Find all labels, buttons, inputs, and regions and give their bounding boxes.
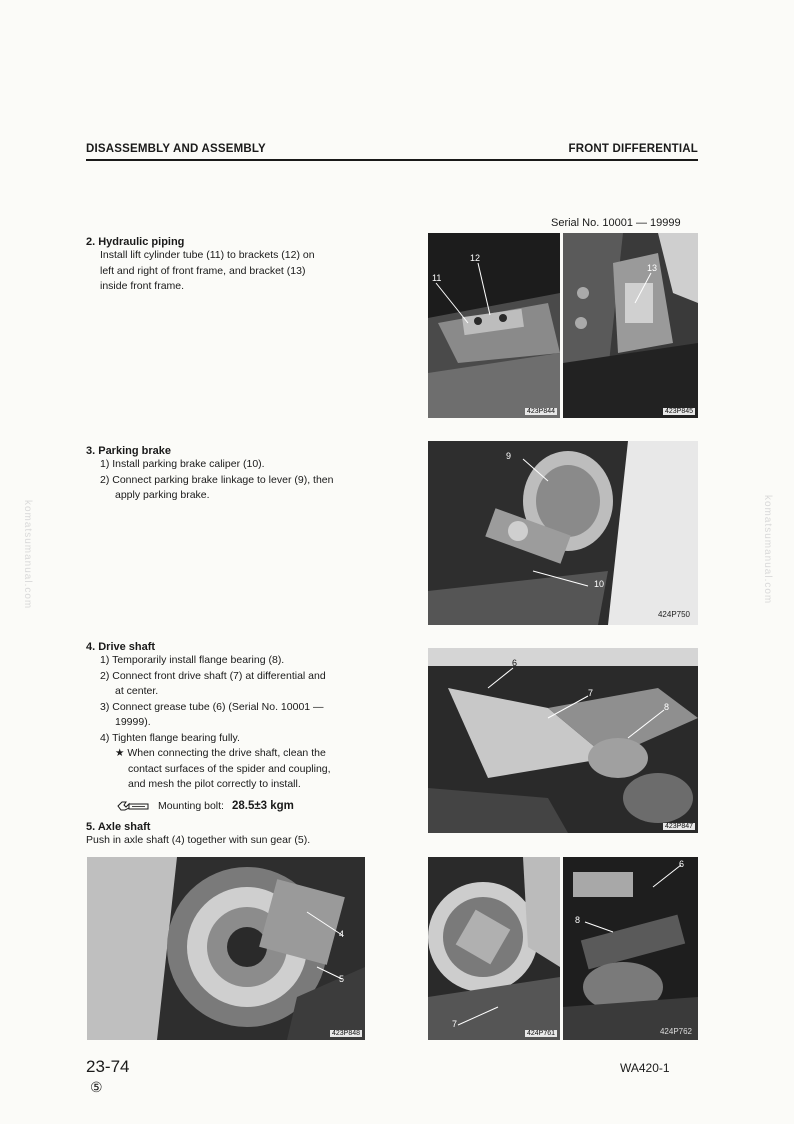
photo-drive-shaft xyxy=(428,648,698,833)
callout-label: 10 xyxy=(594,579,605,589)
torque-spec xyxy=(116,799,382,815)
callout-label: 7 xyxy=(588,688,594,698)
photo-image xyxy=(563,233,698,418)
photo-image xyxy=(87,857,365,1040)
photo-grease-tube xyxy=(563,857,698,1040)
text-line: Push in axle shaft (4) together with sun gear (5). xyxy=(86,834,311,846)
photo-drive-shaft-detail xyxy=(428,857,560,1040)
text-line: apply parking brake. xyxy=(115,489,210,501)
text-line: 19999). xyxy=(115,716,151,728)
text-line: ★ When connecting the drive shaft, clean the xyxy=(115,747,326,759)
callout-label: 6 xyxy=(679,859,685,869)
callout-label: 4 xyxy=(339,929,345,939)
torque-value: 28.5±3 kgm xyxy=(231,799,294,812)
section-body xyxy=(100,457,382,504)
photo-image xyxy=(428,233,560,418)
page-number: 23-74 xyxy=(86,1057,130,1076)
photo-parking-brake xyxy=(428,441,698,625)
photo-axle-shaft xyxy=(87,857,365,1040)
text-line: and mesh the pilot correctly to install. xyxy=(128,778,301,790)
section-title: 5. Axle shaft xyxy=(86,821,151,833)
photo-code: 423P844 xyxy=(526,408,555,415)
callout-label: 7 xyxy=(452,1019,458,1029)
callout-label: 13 xyxy=(647,263,658,273)
text-line: 2) Connect parking brake linkage to lever (9), then xyxy=(100,473,334,486)
serial-note: Serial No. 10001 — 19999 xyxy=(551,217,681,229)
section-title: 2. Hydraulic piping xyxy=(86,236,185,248)
callout-label: 8 xyxy=(664,702,670,712)
photo-image xyxy=(428,857,560,1040)
section-axle-shaft xyxy=(86,821,382,849)
header-rule xyxy=(86,159,698,161)
section-hydraulic-piping xyxy=(86,236,382,295)
section-title: 4. Drive shaft xyxy=(86,641,156,653)
photo-image xyxy=(428,648,698,833)
section-body xyxy=(100,248,382,295)
photo-image xyxy=(563,857,698,1040)
photo-code: 424P761 xyxy=(526,1030,555,1037)
revision-mark: ⑤ xyxy=(90,1079,103,1095)
section-title: 3. Parking brake xyxy=(86,445,171,457)
text-line: Install lift cylinder tube (11) to brackets (12) on xyxy=(100,249,315,261)
text-line: contact surfaces of the spider and coupling, xyxy=(128,762,331,775)
photo-code: 423P847 xyxy=(664,823,693,830)
text-line: left and right of front frame, and bracket (13) xyxy=(100,264,306,277)
photo-lift-cylinder-tube xyxy=(428,233,560,418)
section-body xyxy=(100,653,382,793)
header-left: DISASSEMBLY AND ASSEMBLY xyxy=(86,143,266,155)
text-line: 3) Connect grease tube (6) (Serial No. 10001 — xyxy=(100,700,324,713)
watermark-left: komatsumanual.com xyxy=(22,500,33,610)
section-parking-brake xyxy=(86,445,382,504)
photo-code: 423P845 xyxy=(664,408,693,415)
text-line: at center. xyxy=(115,685,159,697)
callout-label: 11 xyxy=(432,273,442,283)
photo-code: 424P750 xyxy=(657,610,690,619)
callout-label: 12 xyxy=(470,253,481,263)
text-line: 1) Temporarily install flange bearing (8). xyxy=(100,654,285,666)
header-right: FRONT DIFFERENTIAL xyxy=(568,143,698,155)
section-drive-shaft xyxy=(86,641,382,814)
photo-image xyxy=(428,441,698,625)
callout-label: 5 xyxy=(339,974,345,984)
wrench-icon xyxy=(116,800,150,812)
watermark-right: komatsumanual.com xyxy=(762,495,773,605)
text-line: 2) Connect front drive shaft (7) at differential and xyxy=(100,669,326,682)
callout-label: 9 xyxy=(506,451,512,461)
photo-code: 423P848 xyxy=(331,1030,360,1037)
model-number: WA420-1 xyxy=(620,1061,670,1075)
callout-label: 8 xyxy=(575,915,581,925)
photo-code: 424P762 xyxy=(659,1027,692,1036)
text-line: 4) Tighten flange bearing fully. xyxy=(100,731,240,744)
text-line: inside front frame. xyxy=(100,280,185,292)
photo-bracket xyxy=(563,233,698,418)
torque-label: Mounting bolt: xyxy=(158,799,224,812)
callout-label: 6 xyxy=(512,658,518,668)
text-line: 1) Install parking brake caliper (10). xyxy=(100,458,265,470)
